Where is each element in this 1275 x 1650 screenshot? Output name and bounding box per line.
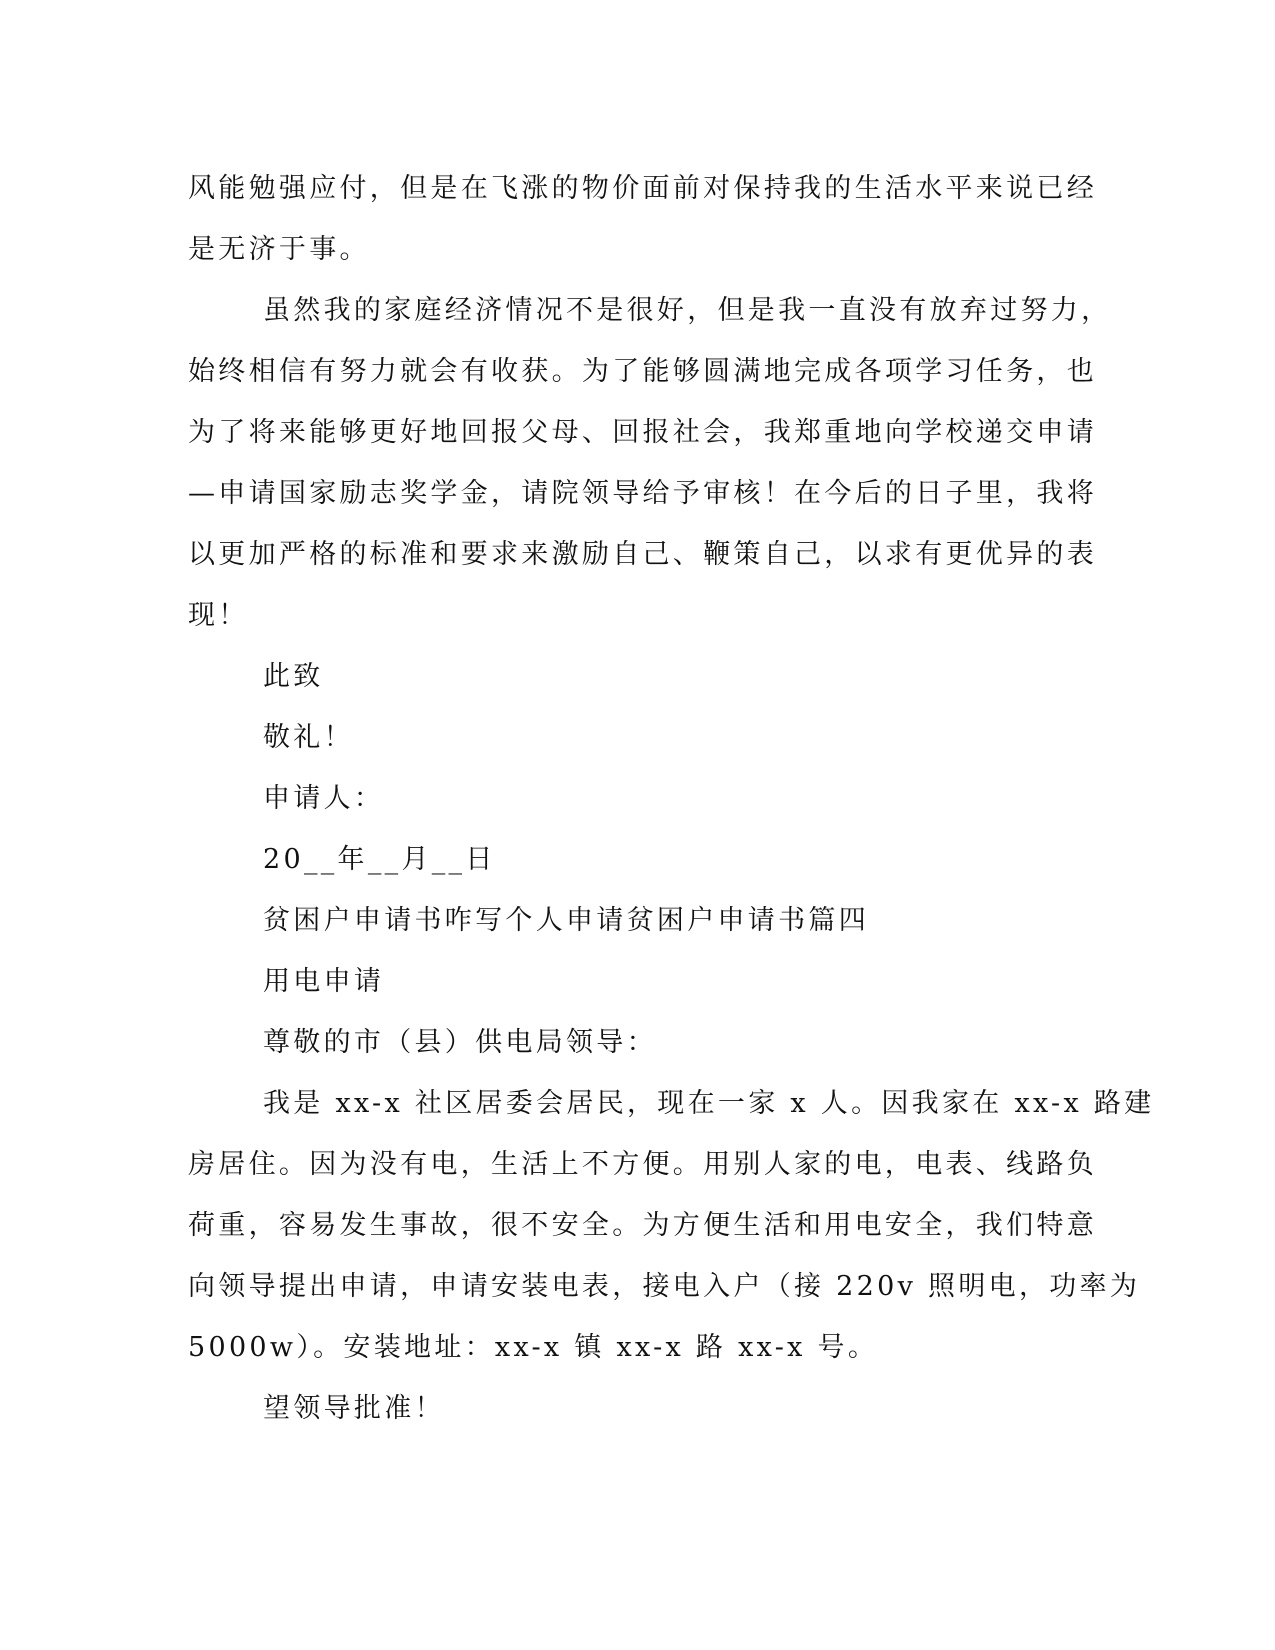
text-line: 现！ (188, 600, 249, 631)
letter-title: 用电申请 (263, 966, 385, 997)
closing-regards: 敬礼！ (263, 722, 354, 753)
text-line: —申请国家励志奖学金，请院领导给予审核！在今后的日子里，我将 (188, 478, 1097, 509)
section-heading: 贫困户申请书咋写个人申请贫困户申请书篇四 (263, 905, 869, 936)
text-line: 始终相信有努力就会有收获。为了能够圆满地完成各项学习任务，也 (188, 356, 1097, 387)
text-line: 风能勉强应付，但是在飞涨的物价面前对保持我的生活水平来说已经 (188, 173, 1097, 204)
date-line: 20__年__月__日 (263, 844, 496, 875)
text-line: 5000w）。安装地址：xx-x 镇 xx-x 路 xx-x 号。 (188, 1332, 879, 1363)
text-line: 我是 xx-x 社区居委会居民，现在一家 x 人。因我家在 xx-x 路建 (263, 1088, 1155, 1119)
closing-request: 望领导批准！ (263, 1393, 445, 1424)
letter-greeting: 尊敬的市（县）供电局领导： (263, 1027, 657, 1058)
document-body (188, 158, 1155, 1439)
text-line: 是无济于事。 (188, 234, 370, 265)
applicant-label: 申请人： (263, 783, 385, 814)
text-line: 虽然我的家庭经济情况不是很好，但是我一直没有放弃过努力， (263, 295, 1112, 326)
text-line: 荷重，容易发生事故，很不安全。为方便生活和用电安全，我们特意 (188, 1210, 1097, 1241)
text-line: 房居住。因为没有电，生活上不方便。用别人家的电，电表、线路负 (188, 1149, 1097, 1180)
text-line: 以更加严格的标准和要求来激励自己、鞭策自己，以求有更优异的表 (188, 539, 1097, 570)
text-line: 为了将来能够更好地回报父母、回报社会，我郑重地向学校递交申请 (188, 417, 1097, 448)
closing-salutation: 此致 (263, 661, 324, 692)
text-line: 向领导提出申请，申请安装电表，接电入户（接 220v 照明电，功率为 (188, 1271, 1141, 1302)
